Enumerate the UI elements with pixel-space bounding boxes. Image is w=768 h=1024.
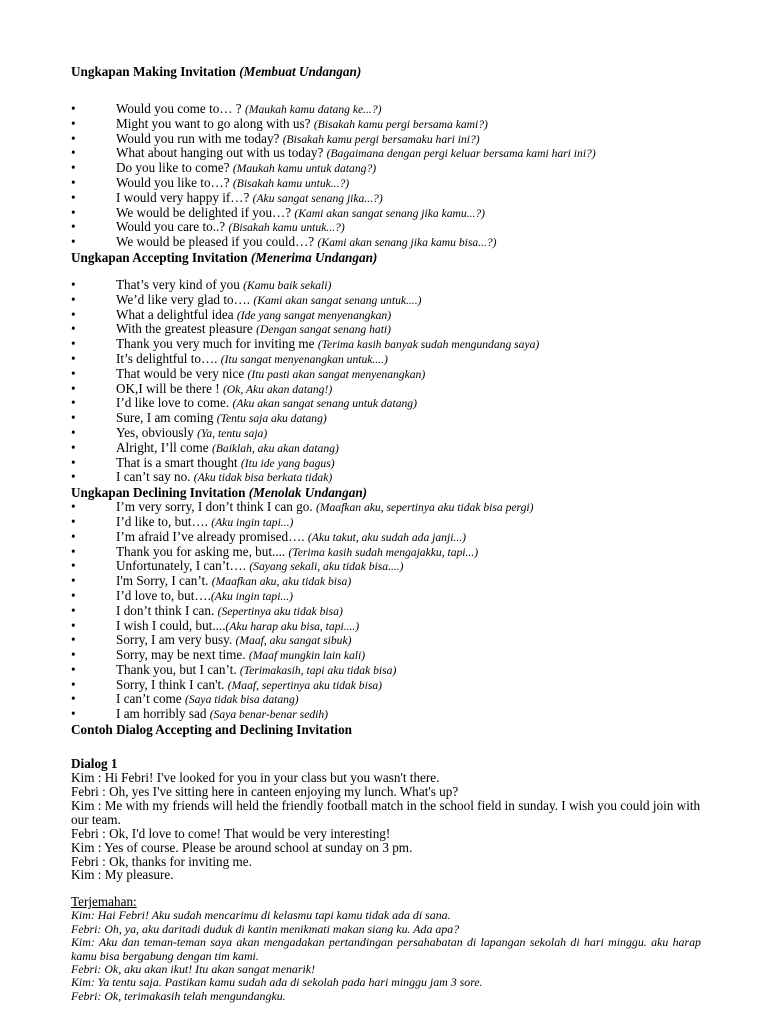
list-item <box>71 545 701 560</box>
making-invitation-list <box>71 102 701 250</box>
list-item <box>71 707 701 722</box>
expression: I wish I could, but.... <box>116 617 226 633</box>
expression-translation: (Itu sangat menyenangkan untuk....) <box>220 352 388 366</box>
list-item <box>71 574 701 589</box>
expression: I'm Sorry, I can’t. <box>116 573 212 589</box>
expression: What a delightful idea <box>116 306 237 322</box>
translation-line: Febri: Oh, ya, aku daritadi duduk di kantin menikmati makan siang ku. Ada apa? <box>71 921 460 936</box>
expression: We’d like very glad to…. <box>116 291 254 307</box>
heading-declining-invitation <box>71 485 701 500</box>
list-item <box>71 559 701 574</box>
expression-translation: (Aku ingin tapi...) <box>210 589 293 603</box>
expression: Unfortunately, I can’t…. <box>116 558 250 574</box>
translation-line: Febri: Ok, aku akan ikut! Itu akan sangat menarik! <box>71 961 316 976</box>
expression-translation: (Kamu baik sekali) <box>243 278 332 292</box>
expression: Alright, I’ll come <box>116 439 212 455</box>
translation-line: Kim: Hai Febri! Aku sudah mencarimu di kelasmu tapi kamu tidak ada di sana. <box>71 908 451 923</box>
expression: I’m very sorry, I don’t think I can go. <box>116 499 316 515</box>
expression: Would you care to..? <box>116 219 229 235</box>
expression-translation: (Aku harap aku bisa, tapi....) <box>225 619 360 633</box>
heading-text: Ungkapan Accepting Invitation <box>71 249 248 265</box>
list-item <box>71 367 701 382</box>
expression: Thank you for asking me, but.... <box>116 543 289 559</box>
expression-translation: (Maafkan aku, sepertinya aku tidak bisa pergi) <box>315 501 534 515</box>
expression-translation: (Terimakasih, tapi aku tidak bisa) <box>239 663 397 677</box>
document-page <box>71 58 701 1003</box>
heading-accepting-invitation <box>71 250 701 265</box>
list-item <box>71 382 701 397</box>
expression-translation: (Kami akan senang jika kamu bisa...?) <box>317 236 497 250</box>
expression-translation: (Maafkan aku, aku tidak bisa) <box>211 575 352 589</box>
translation-title: Terjemahan: <box>71 894 137 910</box>
dialog-line: Febri : Ok, thanks for inviting me. <box>71 853 252 869</box>
list-item <box>71 470 701 485</box>
list-item <box>71 206 701 221</box>
list-item <box>71 619 701 634</box>
expression: Sure, I am coming <box>116 410 217 426</box>
expression-translation: (Kami akan sangat senang untuk....) <box>253 293 422 307</box>
expression-translation: (Terima kasih banyak sudah mengundang saya) <box>317 338 540 352</box>
dialog-lines <box>71 771 701 882</box>
expression-translation: (Sayang sekali, aku tidak bisa....) <box>249 560 404 574</box>
expression-translation: (Ide yang sangat menyenangkan) <box>236 308 392 322</box>
list-item <box>71 337 701 352</box>
expression: Sorry, I think I can't. <box>116 676 228 692</box>
expression: It’s delightful to…. <box>116 350 221 366</box>
expression: Sorry, may be next time. <box>116 647 249 663</box>
list-item <box>71 396 701 411</box>
expression: I don’t think I can. <box>116 602 218 618</box>
expression-translation: (Maukah kamu datang ke...?) <box>244 103 382 116</box>
expression-translation: (Sepertinya aku tidak bisa) <box>217 604 343 618</box>
dialog-line: Kim : Hi Febri! I've looked for you in your class but you wasn't there. <box>71 770 440 786</box>
heading-text: Ungkapan Making Invitation <box>71 64 236 79</box>
expression-translation: (Maaf mungkin lain kali) <box>248 649 366 663</box>
list-item <box>71 530 701 545</box>
translation-line: Febri: Ok, terimakasih telah mengundangku. <box>71 988 286 1003</box>
expression: Sorry, I am very busy. <box>116 632 236 648</box>
expression: I can’t say no. <box>116 469 194 485</box>
expression: Thank you, but I can’t. <box>116 661 240 677</box>
expression-translation: (Dengan sangat senang hati) <box>256 323 392 337</box>
list-item <box>71 411 701 426</box>
expression-translation: (Terima kasih sudah mengajakku, tapi...) <box>288 545 479 559</box>
heading-making-invitation <box>71 64 701 79</box>
expression-translation: (Itu pasti akan sangat menyenangkan) <box>247 367 426 381</box>
accepting-invitation-list <box>71 278 701 485</box>
translation-line: Kim: Ya tentu saja. Pastikan kamu sudah ada di sekolah pada hari minggu jam 3 sore. <box>71 975 483 990</box>
list-item <box>71 456 701 471</box>
expression-translation: (Maaf, sepertinya aku tidak bisa) <box>227 678 382 692</box>
list-item <box>71 648 701 663</box>
expression: Might you want to go along with us? <box>116 115 314 131</box>
heading-text: Ungkapan Declining Invitation <box>71 485 246 501</box>
heading-translation: (Menolak Undangan) <box>248 485 368 501</box>
list-item <box>71 117 701 132</box>
expression: Would you come to… ? <box>116 101 245 116</box>
list-item <box>71 515 701 530</box>
list-item <box>71 146 701 161</box>
expression-translation: (Bisakah kamu pergi bersamaku hari ini?) <box>282 132 480 146</box>
expression-translation: (Tentu saja aku datang) <box>216 412 327 426</box>
expression-translation: (Bagaimana dengan pergi keluar bersama kami hari ini?) <box>326 147 596 161</box>
expression-translation: (Maaf, aku sangat sibuk) <box>235 634 352 648</box>
list-item <box>71 322 701 337</box>
list-item <box>71 293 701 308</box>
expression-translation: (Itu ide yang bagus) <box>240 456 335 470</box>
expression-translation: (Maukah kamu untuk datang?) <box>232 162 377 176</box>
expression: With the greatest pleasure <box>116 321 257 337</box>
dialog-line: Kim : Yes of course. Please be around school at sunday on 3 pm. <box>71 839 413 855</box>
list-item <box>71 589 701 604</box>
expression-translation: (Saya tidak bisa datang) <box>184 693 299 707</box>
expression: What about hanging out with us today? <box>116 145 327 161</box>
expression: I’d love to, but…. <box>116 587 211 603</box>
list-item <box>71 191 701 206</box>
expression-translation: (Ya, tentu saja) <box>197 426 268 440</box>
expression: We would be pleased if you could…? <box>116 234 318 250</box>
expression-translation: (Baiklah, aku akan datang) <box>211 441 339 455</box>
list-item <box>71 604 701 619</box>
expression: I am horribly sad <box>116 706 210 722</box>
expression-translation: (Kami akan sangat senang jika kamu...?) <box>294 206 486 220</box>
dialog-line: Febri : Ok, I'd love to come! That would be very interesting! <box>71 825 391 841</box>
expression: I’d like to, but…. <box>116 513 212 529</box>
translation-line: Kim: Aku dan teman-teman saya akan mengadakan pertandingan persahabatan di lapangan sekolah di hari minggu. aku harap kamu bisa bergabung dengan tim kami. <box>71 935 701 963</box>
dialog-line: Febri : Oh, yes I've sitting here in canteen enjoying my lunch. What's up? <box>71 783 459 799</box>
list-item <box>71 235 701 250</box>
expression-translation: (Ok, Aku akan datang!) <box>222 382 333 396</box>
expression: I’d like love to come. <box>116 395 233 411</box>
expression: That’s very kind of you <box>116 276 244 292</box>
expression-translation: (Saya benar-benar sedih) <box>209 708 329 722</box>
expression-translation: (Aku akan sangat senang untuk datang) <box>232 397 417 411</box>
expression-translation: (Aku takut, aku sudah ada janji...) <box>307 530 466 544</box>
list-item <box>71 132 701 147</box>
heading-translation: (Membuat Undangan) <box>239 64 362 79</box>
expression: I’m afraid I’ve already promised…. <box>116 528 308 544</box>
list-item <box>71 692 701 707</box>
dialog-line: Kim : My pleasure. <box>71 867 174 883</box>
expression-translation: (Bisakah kamu untuk...?) <box>228 221 345 235</box>
list-item <box>71 161 701 176</box>
expression-translation: (Bisakah kamu untuk...?) <box>232 176 350 190</box>
expression: Yes, obviously <box>116 424 198 440</box>
list-item <box>71 308 701 323</box>
list-item <box>71 176 701 191</box>
list-item <box>71 663 701 678</box>
expression: That is a smart thought <box>116 454 241 470</box>
list-item <box>71 278 701 293</box>
list-item <box>71 678 701 693</box>
list-item <box>71 441 701 456</box>
list-item <box>71 500 701 515</box>
heading-dialog-examples: Contoh Dialog Accepting and Declining Invitation <box>71 722 352 738</box>
expression-translation: (Aku sangat senang jika...?) <box>252 191 383 205</box>
expression-translation: (Aku ingin tapi...) <box>211 515 294 529</box>
list-item <box>71 352 701 367</box>
dialog-title: Dialog 1 <box>71 756 118 772</box>
translation-lines <box>71 909 701 1003</box>
expression-translation: (Aku tidak bisa berkata tidak) <box>193 471 333 485</box>
list-item <box>71 633 701 648</box>
expression: Thank you very much for inviting me <box>116 336 318 352</box>
list-item <box>71 426 701 441</box>
dialog-line: Kim : Me with my friends will held the friendly football match in the school field in sunday. I wish you could join with our team. <box>71 797 701 827</box>
expression: OK,I will be there ! <box>116 380 223 396</box>
expression: Do you like to come? <box>116 160 233 176</box>
list-item <box>71 220 701 235</box>
heading-translation: (Menerima Undangan) <box>250 249 378 265</box>
list-item <box>71 102 701 117</box>
expression: That would be very nice <box>116 365 248 381</box>
declining-invitation-list <box>71 500 701 722</box>
expression: I would very happy if…? <box>116 189 253 205</box>
expression: We would be delighted if you…? <box>116 204 295 220</box>
expression: I can’t come <box>116 691 185 707</box>
expression: Would you run with me today? <box>116 130 283 146</box>
expression: Would you like to…? <box>116 174 233 190</box>
expression-translation: (Bisakah kamu pergi bersama kami?) <box>313 117 488 131</box>
